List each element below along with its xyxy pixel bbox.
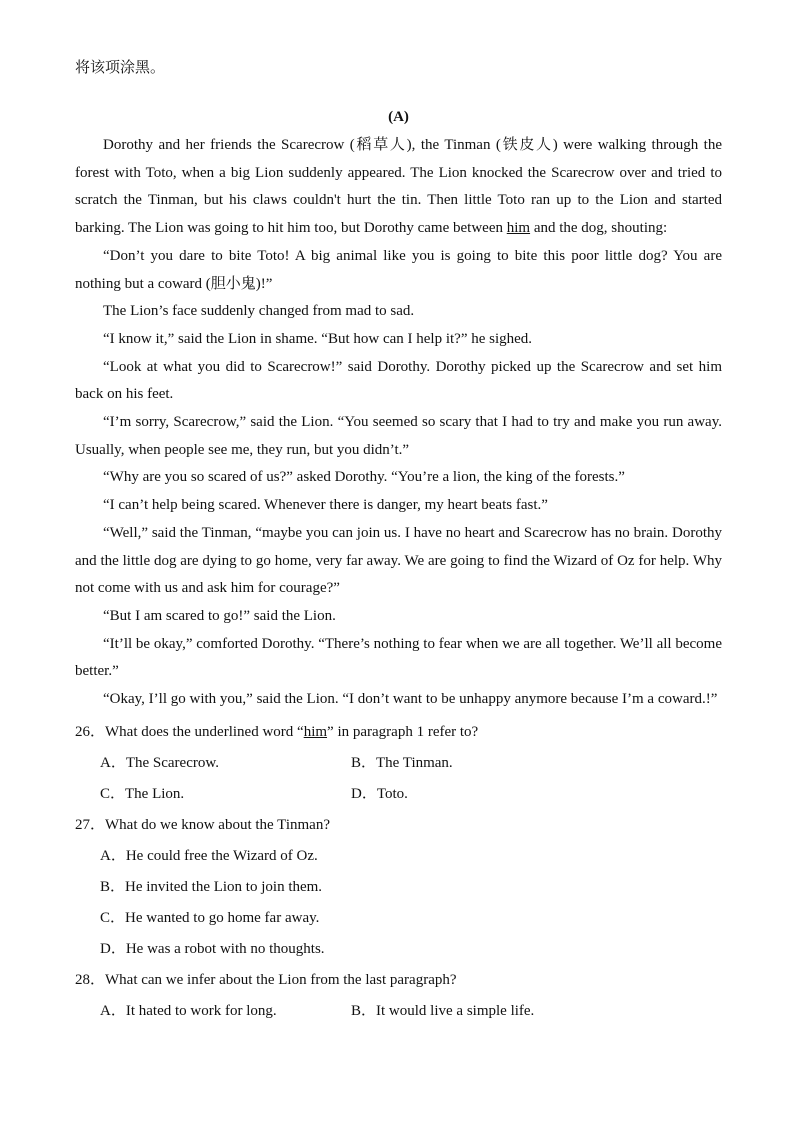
option-a[interactable]: A．It hated to work for long. (100, 1002, 277, 1019)
stem-text: 26．What does the underlined word “ (75, 723, 304, 740)
option-d[interactable]: D．Toto. (351, 785, 408, 802)
question-stem (75, 717, 722, 748)
passage-paragraph-5: “Look at what you did to Scarecrow!” said Dorothy. Dorothy picked up the Scarecrow and set him back on his feet. (75, 358, 722, 403)
passage-paragraph-10: “But I am scared to go!” said the Lion. (103, 607, 336, 624)
option-d[interactable]: D．He was a robot with no thoughts. (100, 940, 325, 957)
passage-paragraph-9: “Well,” said the Tinman, “maybe you can join us. I have no heart and Scarecrow has no brain. Dorothy and the little dog are dying to go home, very far away. We are going to find the Wizard of Oz for help. Why not come with us and ask him for courage?” (75, 524, 722, 597)
underlined-word: him (506, 220, 531, 237)
passage-paragraph-12: “Okay, I’ll go with you,” said the Lion. “I don’t want to be unhappy anymore because I’m a coward.!” (103, 691, 718, 708)
instruction-text: 将该项涂黑。 (75, 60, 166, 76)
passage-paragraph-4: “I know it,” said the Lion in shame. “But how can I help it?” he sighed. (103, 330, 533, 347)
option-a[interactable]: A．The Scarecrow. (100, 754, 219, 771)
passage-paragraph-6: “I’m sorry, Scarecrow,” said the Lion. “You seemed so scary that I had to try and make you run away. Usually, when people see me, they run, but you didn’t.” (75, 414, 722, 458)
paragraph-text: Dorothy and her friends the Scarecrow (稻草人), the Tinman (铁皮人) were walking through the forest with Toto, when a big Lion suddenly appeared. The Lion knocked the Scarecrow over and tried to scratch the Tinman, but his claws couldn't hurt the tin. Then little Toto ran up to the Lion and started barking. The Lion was going to hit him too, but Dorothy came between (75, 137, 722, 237)
option-a[interactable]: A．He could free the Wizard of Oz. (100, 847, 318, 864)
option-row (75, 779, 722, 810)
stem-text: ” in paragraph 1 refer to? (327, 723, 479, 740)
questions (75, 717, 722, 1027)
passage-paragraph-7: “Why are you so scared of us?” asked Dorothy. “You’re a lion, the king of the forests.” (103, 469, 625, 486)
option-c[interactable]: C．The Lion. (100, 785, 185, 802)
option-c[interactable]: C．He wanted to go home far away. (100, 909, 320, 926)
reading-passage (75, 132, 722, 714)
paragraph-text: and the dog, shouting: (530, 220, 668, 237)
question-27 (75, 810, 722, 965)
passage-paragraph-1 (75, 132, 722, 243)
option-b[interactable]: B．He invited the Lion to join them. (100, 878, 323, 895)
passage-paragraph-3: The Lion’s face suddenly changed from mad to sad. (103, 303, 415, 320)
passage-paragraph-8: “I can’t help being scared. Whenever there is danger, my heart beats fast.” (103, 497, 548, 514)
underlined-word: him (303, 723, 328, 740)
option-b[interactable]: B．It would live a simple life. (351, 1002, 535, 1019)
question-26 (75, 717, 722, 810)
passage-paragraph-11: “It’ll be okay,” comforted Dorothy. “There’s nothing to fear when we are all together. We’ll all become better.” (75, 635, 722, 680)
option-b[interactable]: B．The Tinman. (351, 754, 453, 771)
section-title: (A) (388, 109, 409, 125)
question-28 (75, 965, 722, 1027)
option-row (75, 996, 722, 1027)
question-stem: 28．What can we infer about the Lion from the last paragraph? (75, 971, 457, 988)
option-row (75, 748, 722, 779)
question-stem: 27．What do we know about the Tinman? (75, 816, 330, 833)
passage-paragraph-2: “Don’t you dare to bite Toto! A big animal like you is going to bite this poor little dog? You are nothing but a coward (胆小鬼)!” (75, 247, 722, 292)
